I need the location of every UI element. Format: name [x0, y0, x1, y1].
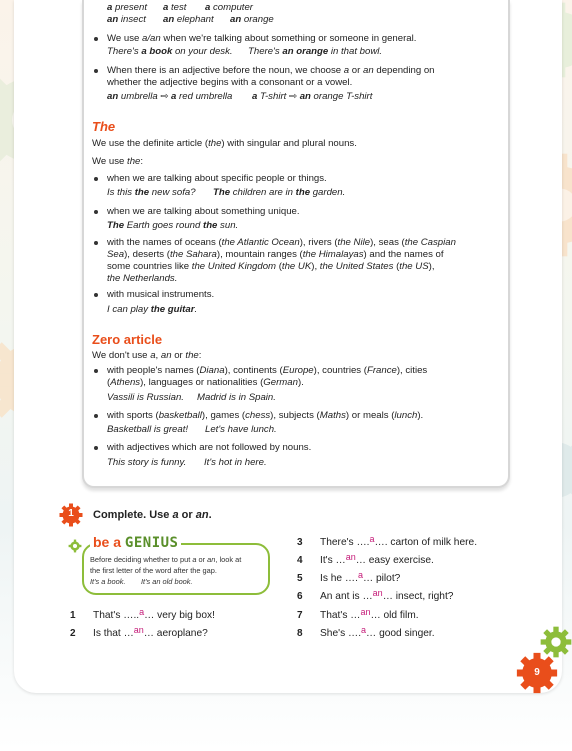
example-tshirt: a T-shirt ⇨ an orange T-shirt [252, 91, 373, 102]
answer-text[interactable]: an [360, 607, 371, 617]
gap-dots: … [335, 555, 346, 566]
item-suffix: easy exercise. [365, 555, 434, 566]
item-number: 7 [297, 610, 303, 621]
the-we-use: We use the: [92, 156, 144, 167]
gap-dots: … [382, 591, 393, 602]
answer-text[interactable]: a [361, 625, 367, 635]
zero-rule-names-line1: with people's names (Diana), continents (Europe), countries (France), cities [107, 365, 428, 376]
genius-tip-line2: the first letter of the word after the gap. [90, 566, 217, 575]
zero-rule-names-line2: (Athens), languages or nationalities (German). [107, 377, 304, 388]
item-suffix: carton of milk here. [387, 537, 478, 548]
exercise-item-6[interactable] [320, 588, 454, 602]
example-sofa: Is this the new sofa? [107, 187, 196, 198]
gap-dots: … [355, 555, 366, 566]
gap-dots: … [144, 610, 155, 621]
gap-dots: … [123, 628, 134, 639]
example-children: The children are in the garden. [213, 187, 346, 198]
example-earth: The Earth goes round the sun. [107, 220, 239, 231]
item-suffix: pilot? [373, 573, 401, 584]
example-book: There's a book on your desk. [107, 46, 233, 57]
zero-rule-sports: with sports (basketball), games (chess), subjects (Maths) or meals (lunch). [107, 410, 424, 421]
item-prefix: Is he [320, 573, 345, 584]
genius-title-prefix: be a [93, 534, 125, 550]
the-rule-unique: when we are talking about something unique. [107, 206, 300, 217]
heading-zero-article: Zero article [92, 332, 163, 347]
genius-title-word: GENIUS [124, 535, 179, 551]
gap-dots: … [362, 591, 373, 602]
bullet [94, 369, 98, 373]
gap-dots: …. [348, 628, 362, 639]
item-prefix: She's [320, 628, 348, 639]
example-lunch: Let's have lunch. [205, 424, 277, 435]
example-an-orange: an orange [230, 14, 274, 25]
the-rule-names-line1: with the names of oceans (the Atlantic Ocean), rivers (the Nile), seas (the Caspian [107, 237, 456, 248]
exercise-item-4[interactable] [320, 552, 434, 566]
exercise-item-5[interactable] [320, 570, 401, 584]
bullet [94, 210, 98, 214]
exercise-item-8[interactable] [320, 625, 435, 639]
rule-adjective-line2: whether the adjective begins with a consonant or a vowel. [107, 77, 353, 88]
answer-text[interactable]: an [133, 625, 144, 635]
the-rule-names-line2: Sea), deserts (the Sahara), mountain ranges (the Himalayas) and the names of [107, 249, 444, 260]
item-prefix: It's [320, 555, 336, 566]
the-rule-instruments: with musical instruments. [107, 289, 215, 300]
page-number: 9 [534, 667, 540, 678]
the-rule-names-line3: some countries like the United Kingdom (the UK), the United States (the US), [107, 261, 435, 272]
item-number: 2 [70, 628, 76, 639]
genius-cog-icon [68, 539, 82, 553]
rule-adjective-line1: When there is an adjective before the noun, we choose a or an depending on [107, 65, 435, 76]
item-number: 8 [297, 628, 303, 639]
the-intro: We use the definite article (the) with singular and plural nouns. [92, 138, 357, 149]
answer-text[interactable]: a [357, 570, 363, 580]
exercise-item-1[interactable] [93, 607, 215, 621]
item-suffix: very big box! [154, 610, 215, 621]
example-basketball: Basketball is great! [107, 424, 189, 435]
item-prefix: Is that [93, 628, 124, 639]
item-suffix: insect, right? [392, 591, 454, 602]
zero-intro: We don't use a, an or the: [92, 350, 202, 361]
gap-dots: ….. [123, 610, 140, 621]
gap-dots: … [362, 573, 374, 584]
example-funny: This story is funny. [107, 457, 187, 468]
item-suffix: old film. [380, 610, 419, 621]
example-a-present: a present [107, 2, 148, 13]
example-umbrella: an umbrella ⇨ a red umbrella [107, 91, 233, 102]
item-number: 6 [297, 591, 303, 602]
item-prefix: That's [93, 610, 124, 621]
genius-tip-line1: Before deciding whether to put a or an, look at [90, 555, 242, 564]
genius-example-1: It's a book. [90, 577, 126, 586]
gap-dots: … [366, 628, 377, 639]
bullet [94, 177, 98, 181]
genius-example-2: It's an old book. [141, 577, 193, 586]
exercise-item-7[interactable] [320, 607, 419, 621]
example-an-elephant: an elephant [163, 14, 214, 25]
bullet [94, 69, 98, 73]
exercise-instruction: Complete. Use a or an. [93, 509, 212, 521]
gap-dots: … [143, 628, 154, 639]
gap-dots: … [370, 610, 381, 621]
example-orange: There's an orange in that bowl. [248, 46, 383, 57]
bullet [94, 446, 98, 450]
example-an-insect: an insect [107, 14, 146, 25]
exercise-item-2[interactable] [93, 625, 208, 639]
the-rule-specific: when we are talking about specific people or things. [107, 173, 327, 184]
zero-rule-adjectives: with adjectives which are not followed by nouns. [107, 442, 312, 453]
heading-the: The [92, 119, 116, 134]
item-number: 5 [297, 573, 303, 584]
bullet [94, 37, 98, 41]
answer-text[interactable]: a [139, 607, 145, 617]
example-a-computer: a computer [205, 2, 254, 13]
item-suffix: good singer. [376, 628, 435, 639]
item-prefix: That's [320, 610, 351, 621]
example-madrid: Madrid is in Spain. [197, 392, 276, 403]
item-number: 1 [70, 610, 76, 621]
answer-text[interactable]: an [345, 552, 356, 562]
gap-dots: …. [356, 537, 370, 548]
item-prefix: There's [320, 537, 357, 548]
gap-dots: …. [344, 573, 358, 584]
exercise-number: 1 [68, 508, 74, 519]
item-prefix: An ant is [320, 591, 363, 602]
bullet [94, 414, 98, 418]
rule-a-an-general: We use a/an when we're talking about something or someone in general. [107, 33, 417, 44]
example-guitar: I can play the guitar. [107, 304, 198, 315]
answer-text[interactable]: a [369, 534, 375, 544]
example-a-test: a test [163, 2, 187, 13]
the-rule-names-line4: the Netherlands. [107, 273, 178, 284]
example-hot: It's hot in here. [204, 457, 267, 468]
item-number: 3 [297, 537, 303, 548]
bullet [94, 293, 98, 297]
gap-dots: …. [374, 537, 388, 548]
item-number: 4 [297, 555, 303, 566]
genius-title [90, 534, 181, 551]
answer-text[interactable]: an [372, 588, 383, 598]
example-vassili: Vassili is Russian. [107, 392, 184, 403]
item-suffix: aeroplane? [153, 628, 208, 639]
gap-dots: … [350, 610, 361, 621]
bullet [94, 241, 98, 245]
exercise-item-3[interactable] [320, 534, 478, 548]
